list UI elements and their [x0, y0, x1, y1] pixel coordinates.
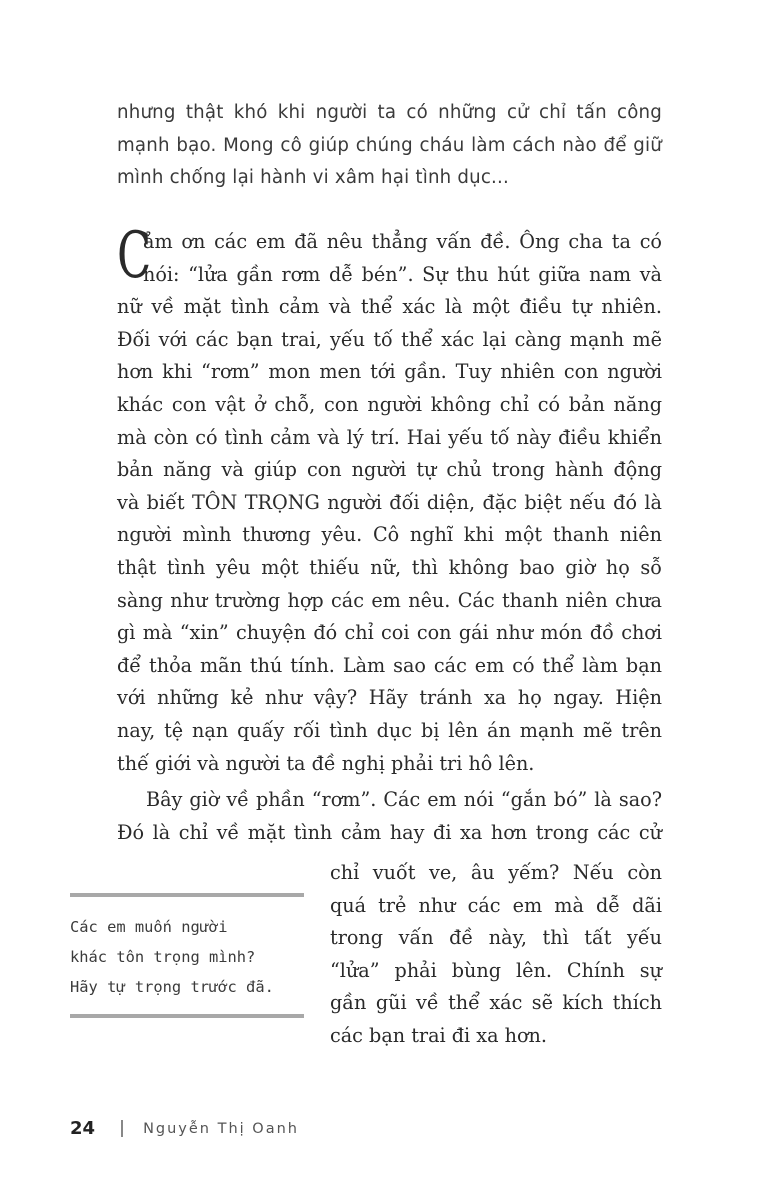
body-line: sàng như trường hợp các em nêu. Các thanh niên chưa [117, 588, 662, 612]
body-line: gì mà “xin” chuyện đó chỉ coi con gái như món đồ chơi [117, 621, 662, 645]
body-line: gần gũi về thể xác sẽ kích thích [330, 991, 662, 1015]
answer-paragraph-2-continued [330, 857, 662, 1053]
answer-paragraph-2 [117, 784, 662, 849]
pull-quote [70, 893, 304, 1018]
pull-quote-bottom-rule [70, 1014, 304, 1018]
body-line: người mình thương yêu. Cô nghĩ khi một thanh niên [117, 523, 662, 547]
question-line: mình chống lại hành vi xâm hại tình dục... [117, 167, 509, 188]
page-footer [70, 1118, 299, 1139]
body-line: Bây giờ về phần “rơm”. Các em nói “gắn bó” là sao? [146, 788, 662, 812]
answer-body [117, 219, 662, 849]
body-line: Đối với các bạn trai, yếu tố thể xác lại càng mạnh mẽ [117, 327, 662, 351]
pull-quote-text [70, 897, 304, 1014]
body-line: mà còn có tình cảm và lý trí. Hai yếu tố này điều khiển [117, 425, 662, 449]
body-line: thế giới và người ta đề nghị phải tri hô lên. [117, 751, 535, 775]
body-line: ảm ơn các em đã nêu thẳng vấn đề. Ông cha ta có [143, 230, 662, 253]
author-name: Nguyễn Thị Oanh [143, 1120, 299, 1137]
body-line: quá trẻ như các em mà dễ dãi [330, 893, 662, 917]
body-line: nữ về mặt tình cảm và thể xác là một điều tự nhiên. [117, 295, 662, 319]
pull-quote-line: khác tôn trọng mình? [70, 948, 256, 966]
body-line: trong vấn đề này, thì tất yếu [330, 926, 662, 950]
body-line: bản năng và giúp con người tự chủ trong hành động [117, 458, 662, 482]
body-line: nói: “lửa gần rơm dễ bén”. Sự thu hút giữa nam và [143, 262, 662, 286]
body-line: với những kẻ như vậy? Hãy tránh xa họ ngay. Hiện [117, 686, 662, 710]
body-line: khác con vật ở chỗ, con người không chỉ có bản năng [117, 392, 662, 416]
body-line: Đó là chỉ về mặt tình cảm hay đi xa hơn trong các cử [117, 820, 662, 844]
reader-question [117, 97, 662, 195]
body-line: hơn khi “rơm” mon men tới gần. Tuy nhiên con người [117, 360, 662, 384]
page-number: 24 [70, 1118, 96, 1139]
drop-cap: C [117, 219, 152, 293]
body-line: thật tình yêu một thiếu nữ, thì không bao giờ họ sỗ [117, 555, 662, 579]
body-line: nay, tệ nạn quấy rối tình dục bị lên án mạnh mẽ trên [117, 718, 662, 742]
pull-quote-line: Hãy tự trọng trước đã. [70, 978, 274, 996]
body-line: để thỏa mãn thú tính. Làm sao các em có thể làm bạn [117, 653, 662, 677]
body-line: “lửa” phải bùng lên. Chính sự [330, 958, 662, 982]
question-line: mạnh bạo. Mong cô giúp chúng cháu làm cách nào để giữ [117, 134, 662, 156]
footer-separator [121, 1120, 123, 1137]
answer-paragraph-1 [117, 219, 662, 780]
body-line: chỉ vuốt ve, âu yếm? Nếu còn [330, 861, 662, 884]
body-line: các bạn trai đi xa hơn. [330, 1023, 548, 1047]
body-line: và biết TÔN TRỌNG người đối diện, đặc biệt nếu đó là [117, 490, 662, 514]
question-line: nhưng thật khó khi người ta có những cử chỉ tấn công [117, 102, 662, 123]
pull-quote-line: Các em muốn người [70, 918, 228, 936]
